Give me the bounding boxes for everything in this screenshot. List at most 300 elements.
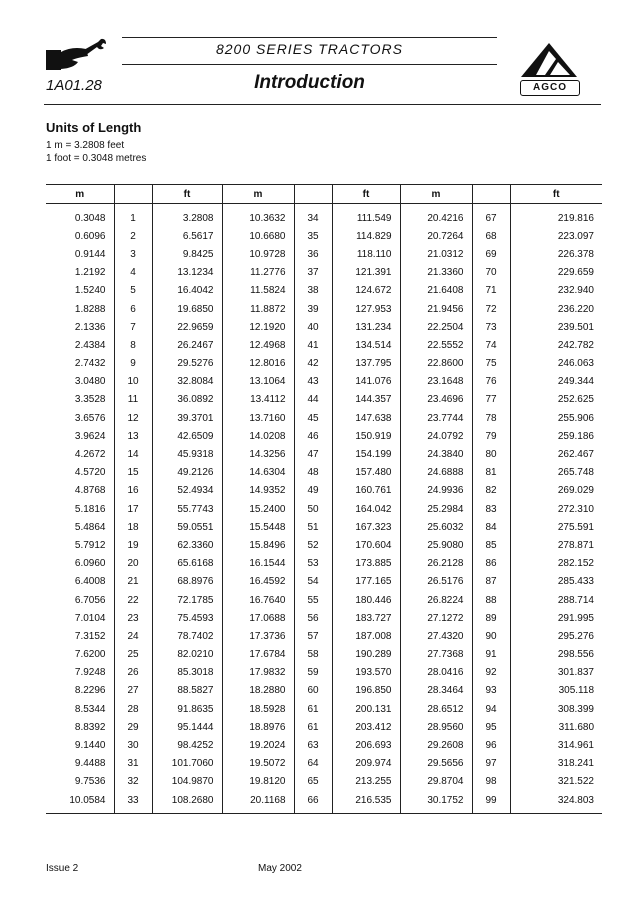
table-cell: 56 (294, 609, 332, 627)
table-cell: 93 (472, 682, 510, 700)
table-cell: 23.4696 (400, 391, 472, 409)
table-cell: 144.357 (332, 391, 400, 409)
length-conversion-table (46, 184, 602, 814)
footer-issue: Issue 2 (46, 863, 79, 874)
column-header (114, 185, 152, 204)
table-cell: 5.1816 (46, 500, 114, 518)
table-cell: 17.6784 (222, 646, 294, 664)
table-cell: 37 (294, 264, 332, 282)
table-cell: 88 (472, 591, 510, 609)
table-cell: 324.803 (510, 791, 602, 814)
table-cell: 236.220 (557, 303, 594, 315)
table-cell: 13.4112 (222, 391, 294, 409)
table-cell: 265.748 (557, 467, 594, 479)
table-row (46, 755, 602, 773)
table-cell: 97 (472, 755, 510, 773)
table-cell: 30 (114, 736, 152, 754)
table-cell: 249.344 (557, 376, 594, 388)
table-cell: 305.118 (558, 685, 594, 697)
table-cell: 111.549 (332, 204, 400, 228)
table-cell: 26 (114, 664, 152, 682)
table-cell: 22.2504 (400, 318, 472, 336)
table-cell: 295.276 (557, 630, 594, 642)
table-cell: 13.7160 (222, 409, 294, 427)
column-header: ft (332, 185, 400, 204)
table-cell: 131.234 (332, 318, 400, 336)
table-cell: 5 (114, 282, 152, 300)
table-row (46, 482, 602, 500)
table-cell: 209.974 (332, 755, 400, 773)
table-cell: 10.0584 (46, 791, 114, 814)
table-cell: 13.1064 (222, 373, 294, 391)
table-cell: 50 (294, 500, 332, 518)
table-cell: 18.2880 (222, 682, 294, 700)
table-cell: 65.6168 (152, 555, 222, 573)
table-body (46, 204, 602, 814)
table-cell: 68 (472, 227, 510, 245)
table-row (46, 409, 602, 427)
table-cell: 2 (114, 227, 152, 245)
table-cell: 94 (472, 700, 510, 718)
table-cell: 89 (472, 609, 510, 627)
table-cell: 9.4488 (46, 755, 114, 773)
table-cell: 52.4934 (152, 482, 222, 500)
table-cell: 27.7368 (400, 646, 472, 664)
table-cell: 85.3018 (152, 664, 222, 682)
table-cell: 74 (472, 336, 510, 354)
table-cell: 39 (294, 300, 332, 318)
table-cell: 44 (294, 391, 332, 409)
table-cell: 29.2608 (400, 736, 472, 754)
table-cell: 127.953 (332, 300, 400, 318)
table-cell: 31 (114, 755, 152, 773)
table-cell: 24 (114, 627, 152, 645)
table-cell: 10.6680 (222, 227, 294, 245)
table-cell: 41 (294, 336, 332, 354)
table-row (46, 791, 602, 814)
table-cell: 59.0551 (152, 518, 222, 536)
column-header: m (400, 185, 472, 204)
table-cell: 28.9560 (400, 718, 472, 736)
table-cell: 24.6888 (400, 464, 472, 482)
table-cell: 16.1544 (222, 555, 294, 573)
table-cell: 45.9318 (152, 445, 222, 463)
header-rule-middle (122, 64, 497, 65)
table-cell: 23 (114, 609, 152, 627)
table-cell: 26.8224 (400, 591, 472, 609)
table-cell: 21 (114, 573, 152, 591)
table-cell: 0.9144 (46, 245, 114, 263)
agco-brand-badge: AGCO (520, 80, 580, 96)
table-cell: 19.8120 (222, 773, 294, 791)
table-cell: 4 (114, 264, 152, 282)
table-cell: 11.2776 (222, 264, 294, 282)
table-cell: 14.0208 (222, 427, 294, 445)
table-cell: 8.5344 (46, 700, 114, 718)
table-cell: 75 (472, 355, 510, 373)
table-cell: 7 (114, 318, 152, 336)
table-row (46, 264, 602, 282)
table-cell: 22.9659 (152, 318, 222, 336)
table-cell: 11.8872 (222, 300, 294, 318)
table-row (46, 245, 602, 263)
table-cell: 39.3701 (152, 409, 222, 427)
table-cell: 11 (114, 391, 152, 409)
table-cell: 51 (294, 518, 332, 536)
table-cell: 70 (472, 264, 510, 282)
table-cell: 15.8496 (222, 536, 294, 554)
table-cell: 291.995 (557, 612, 594, 624)
table-cell: 288.714 (557, 594, 594, 606)
table-row (46, 555, 602, 573)
table-cell: 9.7536 (46, 773, 114, 791)
table-row (46, 227, 602, 245)
table-cell: 13 (114, 427, 152, 445)
table-cell: 25.2984 (400, 500, 472, 518)
table-cell: 239.501 (557, 321, 594, 333)
table-cell: 32 (114, 773, 152, 791)
table-cell: 0.6096 (46, 227, 114, 245)
table-cell: 91.8635 (152, 700, 222, 718)
table-cell: 170.604 (332, 536, 400, 554)
table-cell: 21.9456 (400, 300, 472, 318)
table-cell: 36 (294, 245, 332, 263)
table-cell: 1 (114, 204, 152, 228)
table-cell: 22 (114, 591, 152, 609)
table-cell: 95 (472, 718, 510, 736)
table-cell: 121.391 (332, 264, 400, 282)
table-cell: 10.3632 (222, 204, 294, 228)
table-cell: 16.4592 (222, 573, 294, 591)
table-cell: 14.3256 (222, 445, 294, 463)
table-cell: 38 (294, 282, 332, 300)
table-cell: 15 (114, 464, 152, 482)
table-cell: 53 (294, 555, 332, 573)
table-cell: 21.0312 (400, 245, 472, 263)
table-cell: 160.761 (332, 482, 400, 500)
table-cell: 216.535 (332, 791, 400, 814)
table-cell: 285.433 (557, 576, 594, 588)
table-cell: 26.5176 (400, 573, 472, 591)
table-cell: 98.4252 (152, 736, 222, 754)
table-cell: 26.2128 (400, 555, 472, 573)
table-cell: 311.680 (558, 721, 594, 733)
table-row (46, 391, 602, 409)
table-cell: 3 (114, 245, 152, 263)
table-cell: 14.6304 (222, 464, 294, 482)
table-cell: 27.1272 (400, 609, 472, 627)
table-cell: 7.6200 (46, 646, 114, 664)
table-cell: 177.165 (332, 573, 400, 591)
table-header-row (46, 185, 602, 204)
table-cell: 58 (294, 646, 332, 664)
table-cell: 27.4320 (400, 627, 472, 645)
table-cell: 232.940 (557, 285, 594, 297)
table-row (46, 355, 602, 373)
table-cell: 187.008 (332, 627, 400, 645)
table-cell: 99 (472, 791, 510, 814)
table-cell: 20.1168 (222, 791, 294, 814)
table-row (46, 609, 602, 627)
table-cell: 12.8016 (222, 355, 294, 373)
table-row (46, 204, 602, 228)
table-cell: 28.6512 (400, 700, 472, 718)
table-cell: 19.6850 (152, 300, 222, 318)
table-cell: 20.7264 (400, 227, 472, 245)
table-cell: 203.412 (332, 718, 400, 736)
table-cell: 18 (114, 518, 152, 536)
table-cell: 29 (114, 718, 152, 736)
table-cell: 24.3840 (400, 445, 472, 463)
table-cell: 24.0792 (400, 427, 472, 445)
table-cell: 17.0688 (222, 609, 294, 627)
table-cell: 7.3152 (46, 627, 114, 645)
table-cell: 4.8768 (46, 482, 114, 500)
table-cell: 4.2672 (46, 445, 114, 463)
table-cell: 173.885 (332, 555, 400, 573)
table-cell: 11.5824 (222, 282, 294, 300)
table-row (46, 445, 602, 463)
table-cell: 90 (472, 627, 510, 645)
table-row (46, 500, 602, 518)
table-cell: 282.152 (557, 558, 594, 570)
table-cell: 28.3464 (400, 682, 472, 700)
table-cell: 12 (114, 409, 152, 427)
table-cell: 28 (114, 700, 152, 718)
table-cell: 147.638 (332, 409, 400, 427)
table-cell: 29.5656 (400, 755, 472, 773)
table-cell: 275.591 (557, 521, 594, 533)
table-cell: 8.2296 (46, 682, 114, 700)
table-cell: 61 (294, 700, 332, 718)
section-title: Introduction (254, 72, 365, 93)
table-cell: 69 (472, 245, 510, 263)
table-cell: 1.8288 (46, 300, 114, 318)
table-cell: 213.255 (332, 773, 400, 791)
table-cell: 5.7912 (46, 536, 114, 554)
table-cell: 61 (294, 718, 332, 736)
table-cell: 88.5827 (152, 682, 222, 700)
table-cell: 47 (294, 445, 332, 463)
table-cell: 22.8600 (400, 355, 472, 373)
table-cell: 60 (294, 682, 332, 700)
table-cell: 67 (472, 204, 510, 228)
table-cell: 48 (294, 464, 332, 482)
table-cell: 183.727 (332, 609, 400, 627)
table-cell: 20 (114, 555, 152, 573)
document-code: 1A01.28 (46, 77, 102, 94)
table-cell: 95.1444 (152, 718, 222, 736)
table-cell: 79 (472, 427, 510, 445)
table-cell: 321.522 (557, 776, 594, 788)
table-cell: 167.323 (332, 518, 400, 536)
table-cell: 4.5720 (46, 464, 114, 482)
table-row (46, 518, 602, 536)
table-cell: 27 (114, 682, 152, 700)
table-cell: 72.1785 (152, 591, 222, 609)
table-cell: 14.9352 (222, 482, 294, 500)
table-cell: 252.625 (557, 394, 594, 406)
table-cell: 193.570 (332, 664, 400, 682)
table-cell: 8.8392 (46, 718, 114, 736)
table-row (46, 736, 602, 754)
table-cell: 77 (472, 391, 510, 409)
table-cell: 18.5928 (222, 700, 294, 718)
table-cell: 108.2680 (152, 791, 222, 814)
table-cell: 35 (294, 227, 332, 245)
table-cell: 55 (294, 591, 332, 609)
table-cell: 16 (114, 482, 152, 500)
table-cell: 3.9624 (46, 427, 114, 445)
header-rule-top (122, 37, 497, 38)
table-cell: 17.3736 (222, 627, 294, 645)
table-cell: 269.029 (557, 485, 594, 497)
table-cell: 42 (294, 355, 332, 373)
units-conversion-line: 1 m = 3.2808 feet (46, 140, 125, 151)
units-heading: Units of Length (46, 120, 142, 135)
table-cell: 20.4216 (400, 204, 472, 228)
table-cell: 164.042 (332, 500, 400, 518)
table-cell: 134.514 (332, 336, 400, 354)
table-cell: 78 (472, 409, 510, 427)
table-cell: 84 (472, 518, 510, 536)
table-cell: 15.2400 (222, 500, 294, 518)
table-cell: 114.829 (332, 227, 400, 245)
table-cell: 82 (472, 482, 510, 500)
table-cell: 92 (472, 664, 510, 682)
table-cell: 23.1648 (400, 373, 472, 391)
table-cell: 180.446 (332, 591, 400, 609)
table-cell: 85 (472, 536, 510, 554)
table-cell: 16.7640 (222, 591, 294, 609)
table-cell: 200.131 (332, 700, 400, 718)
table-cell: 19.5072 (222, 755, 294, 773)
table-cell: 65 (294, 773, 332, 791)
table-cell: 21.3360 (400, 264, 472, 282)
table-cell: 6.4008 (46, 573, 114, 591)
table-cell: 46 (294, 427, 332, 445)
units-conversion-line: 1 foot = 0.3048 metres (46, 153, 147, 164)
table-cell: 19 (114, 536, 152, 554)
table-row (46, 373, 602, 391)
table-cell: 26.2467 (152, 336, 222, 354)
table-row (46, 646, 602, 664)
table-cell: 33 (114, 791, 152, 814)
table-cell: 98 (472, 773, 510, 791)
table-cell: 157.480 (332, 464, 400, 482)
table-cell: 12.1920 (222, 318, 294, 336)
table-cell: 52 (294, 536, 332, 554)
table-cell: 91 (472, 646, 510, 664)
table-cell: 1.5240 (46, 282, 114, 300)
column-header (472, 185, 510, 204)
column-header: m (222, 185, 294, 204)
table-row (46, 300, 602, 318)
table-cell: 9.1440 (46, 736, 114, 754)
table-cell: 278.871 (557, 539, 594, 551)
table-row (46, 282, 602, 300)
header-rule-bottom (44, 104, 601, 105)
table-cell: 5.4864 (46, 518, 114, 536)
table-cell: 96 (472, 736, 510, 754)
table-cell: 34 (294, 204, 332, 228)
table-cell: 30.1752 (400, 791, 472, 814)
table-cell: 59 (294, 664, 332, 682)
column-header (294, 185, 332, 204)
table-cell: 28.0416 (400, 664, 472, 682)
table-cell: 242.782 (557, 339, 594, 351)
table-cell: 262.467 (557, 449, 594, 461)
table-cell: 141.076 (332, 373, 400, 391)
table-cell: 118.110 (332, 245, 400, 263)
table-cell: 298.556 (557, 649, 594, 661)
table-cell: 87 (472, 573, 510, 591)
table-cell: 190.289 (332, 646, 400, 664)
table-cell: 25.6032 (400, 518, 472, 536)
table-row (46, 682, 602, 700)
table-cell: 82.0210 (152, 646, 222, 664)
table-cell: 25 (114, 646, 152, 664)
table-row (46, 336, 602, 354)
table-cell: 150.919 (332, 427, 400, 445)
table-cell: 10.9728 (222, 245, 294, 263)
table-cell: 206.693 (332, 736, 400, 754)
table-cell: 2.7432 (46, 355, 114, 373)
table-cell: 9 (114, 355, 152, 373)
table-cell: 75.4593 (152, 609, 222, 627)
table-cell: 3.6576 (46, 409, 114, 427)
column-header: ft (152, 185, 222, 204)
table-cell: 3.0480 (46, 373, 114, 391)
table-cell: 229.659 (557, 267, 594, 279)
table-cell: 219.816 (557, 212, 594, 224)
table-cell: 83 (472, 500, 510, 518)
agco-triangle-logo (520, 42, 578, 78)
table-cell: 71 (472, 282, 510, 300)
series-title: 8200 SERIES TRACTORS (215, 41, 404, 57)
table-cell: 3.2808 (152, 204, 222, 228)
table-cell: 68.8976 (152, 573, 222, 591)
table-cell: 72 (472, 300, 510, 318)
table-row (46, 664, 602, 682)
table-row (46, 627, 602, 645)
table-cell: 16.4042 (152, 282, 222, 300)
table-cell: 6.5617 (152, 227, 222, 245)
table-cell: 64 (294, 755, 332, 773)
table-cell: 318.241 (557, 758, 594, 770)
table-cell: 301.837 (557, 667, 594, 679)
table-cell: 6.7056 (46, 591, 114, 609)
table-cell: 7.0104 (46, 609, 114, 627)
table-cell: 29.5276 (152, 355, 222, 373)
table-cell: 18.8976 (222, 718, 294, 736)
table-cell: 62.3360 (152, 536, 222, 554)
table-cell: 21.6408 (400, 282, 472, 300)
table-cell: 80 (472, 445, 510, 463)
table-cell: 13.1234 (152, 264, 222, 282)
footer-date: May 2002 (258, 863, 302, 874)
table-cell: 137.795 (332, 355, 400, 373)
table-row (46, 700, 602, 718)
table-cell: 246.063 (557, 358, 594, 370)
table-cell: 154.199 (332, 445, 400, 463)
table-cell: 73 (472, 318, 510, 336)
table-cell: 23.7744 (400, 409, 472, 427)
table-cell: 6.0960 (46, 555, 114, 573)
table-cell: 10 (114, 373, 152, 391)
table-cell: 40 (294, 318, 332, 336)
table-cell: 81 (472, 464, 510, 482)
